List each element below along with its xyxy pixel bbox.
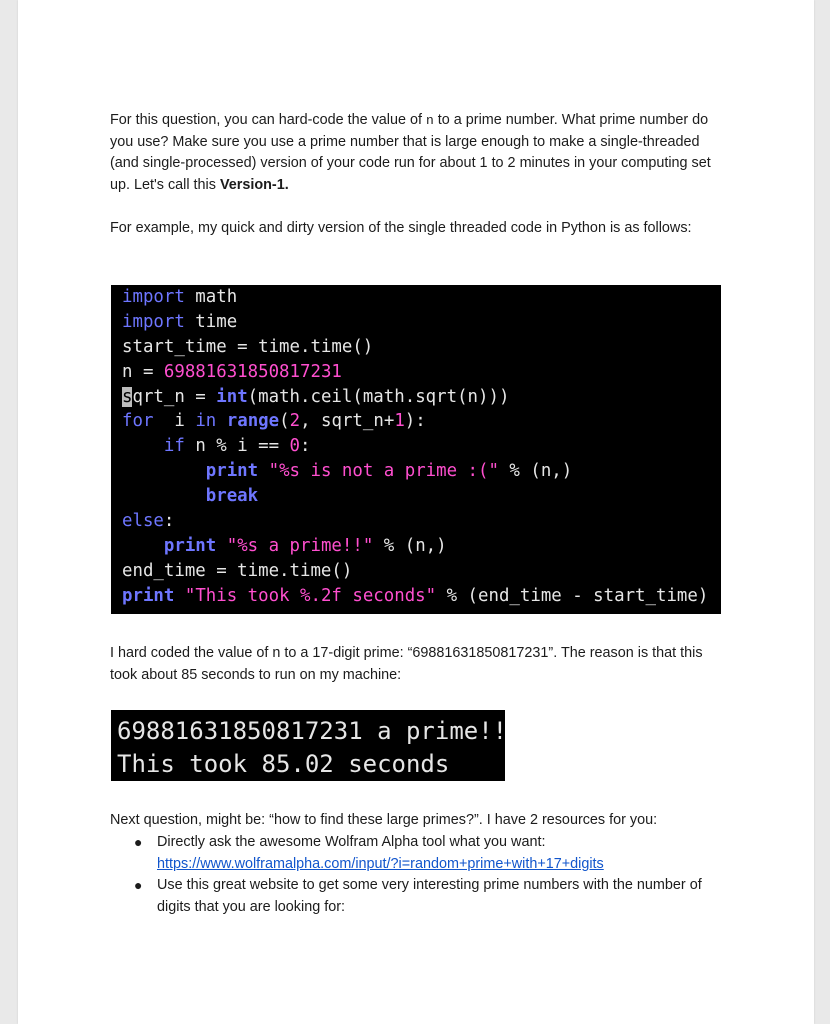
list-item: ● Use this great website to get some very interesting prime numbers with the number of digits that you are looking for: bbox=[134, 877, 702, 915]
code-line: for i in range(2, sqrt_n+1): bbox=[122, 411, 426, 432]
code-line: sqrt_n = int(math.ceil(math.sqrt(n))) bbox=[122, 386, 510, 407]
bullet-icon: ● bbox=[134, 834, 143, 850]
version-label: Version-1. bbox=[219, 176, 289, 193]
code-line: break bbox=[205, 486, 259, 507]
code-line: print "%s a prime!!" % (n,) bbox=[163, 535, 447, 556]
code-line: start_time = time.time() bbox=[122, 336, 374, 357]
intro-paragraph: For this question, you can hard-code the value of n to a prime number. What prime number do you use? Make sure you use a prime number that is large enough to make a single-threaded (and single-processed) version of your code run for about 1 to 2 minutes in your computing set up. Let's call this Version-1. bbox=[110, 112, 711, 193]
example-intro-paragraph: For example, my quick and dirty version of the single threaded code in Python is as follows: bbox=[110, 220, 692, 236]
inline-var-n: n bbox=[425, 113, 434, 128]
resources-list bbox=[110, 832, 730, 918]
output-line: This took 85.02 seconds bbox=[117, 750, 450, 778]
code-line: n = 69881631850817231 bbox=[122, 361, 342, 382]
code-line: print "This took %.2f seconds" % (end_time - start_time) bbox=[122, 585, 709, 606]
next-question-paragraph: Next question, might be: “how to find these large primes?”. I have 2 resources for you: bbox=[110, 812, 658, 828]
document-page bbox=[18, 0, 814, 1024]
hardcoded-paragraph: I hard coded the value of n to a 17-digit prime: “69881631850817231”. The reason is that this took about 85 seconds to run on my machine: bbox=[110, 645, 703, 683]
code-line: if n % i == 0: bbox=[163, 436, 311, 457]
code-line: import math bbox=[122, 287, 238, 307]
terminal-output bbox=[111, 710, 508, 781]
list-item: ● Directly ask the awesome Wolfram Alpha tool what you want: https://www.wolframalpha.com/input/?i=random+prime+with+17+digits bbox=[134, 834, 604, 872]
code-line: print "%s is not a prime :(" % (n,) bbox=[205, 461, 573, 482]
wolfram-alpha-link[interactable]: https://www.wolframalpha.com/input/?i=random+prime+with+17+digits bbox=[157, 855, 604, 872]
output-line: 69881631850817231 a prime!! bbox=[117, 717, 508, 745]
code-line: end_time = time.time() bbox=[122, 560, 353, 581]
bullet-icon: ● bbox=[134, 877, 143, 893]
text-cursor: s bbox=[122, 386, 133, 407]
code-line: import time bbox=[122, 311, 238, 332]
code-line: else: bbox=[122, 511, 175, 532]
code-screenshot bbox=[111, 285, 721, 614]
